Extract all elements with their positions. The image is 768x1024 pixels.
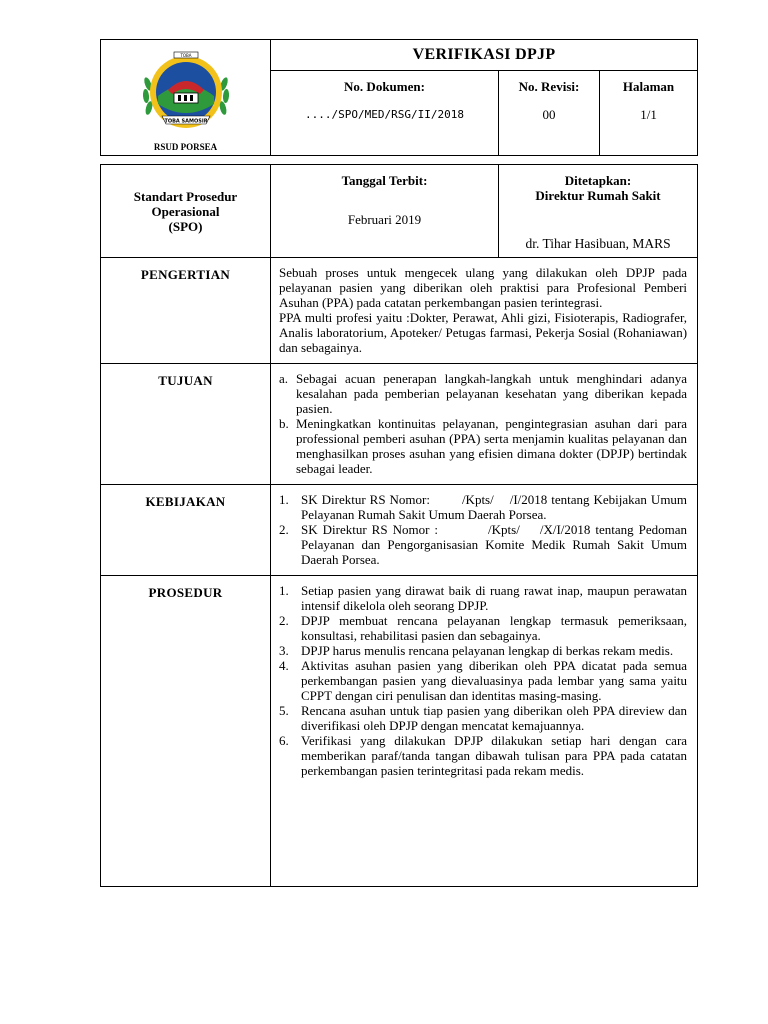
logo-bottom-label: TOBA SAMOSIR	[163, 118, 208, 125]
list-item	[279, 733, 687, 778]
spo-label-line3: (SPO)	[168, 218, 203, 234]
list-marker: 2.	[279, 522, 289, 537]
list-item	[279, 613, 687, 643]
spo-table	[100, 39, 698, 887]
spo-document	[100, 39, 697, 887]
list-item-text: Aktivitas asuhan pasien yang diberikan oleh PPA dicatat pada semua perkembangan pasien yang dievaluasinya pada lembar yang sama yaitu CPPT dengan ciri penulisan dan identitas masing-masing.	[301, 658, 688, 703]
list-item-text: Meningkatkan kontinuitas pelayanan, pengintegrasian asuhan dari para professional pemberi asuhan (PPA) serta menjamin kualitas pelayanan dan menghasilkan proses asuhan yang efisien dimana dokter (DPJP) bertindak sebagai leader.	[296, 416, 688, 476]
kebijakan-list	[279, 492, 691, 567]
list-marker: 2.	[279, 613, 289, 628]
toba-samosir-emblem-icon	[138, 44, 234, 134]
list-marker: a.	[279, 371, 289, 386]
list-item-text: DPJP harus menulis rencana pelayanan lengkap di berkas rekam medis.	[301, 643, 674, 658]
list-marker: 5.	[279, 703, 289, 718]
list-marker: 1.	[279, 492, 289, 507]
prosedur-list	[279, 583, 687, 778]
list-item	[279, 643, 687, 658]
section-label-prosedur: PROSEDUR	[101, 576, 271, 887]
list-item	[279, 703, 687, 733]
list-marker: 1.	[279, 583, 289, 598]
list-item-text: Rencana asuhan untuk tiap pasien yang diberikan oleh PPA direview dan diverifikasi oleh DPJP dengan mencatat kemajuannya.	[301, 703, 688, 733]
list-item-text: DPJP membuat rencana pelayanan lengkap termasuk pemeriksaan, konsultasi, rehabilitasi pasien dan sebagainya.	[301, 613, 688, 643]
list-marker: b.	[279, 416, 289, 431]
list-marker: 3.	[279, 643, 289, 658]
revision-value: 00	[542, 107, 556, 122]
section-body-pengertian	[271, 258, 698, 364]
list-item-text: Setiap pasien yang dirawat baik di ruang rawat inap, maupun perawatan intensif dikelola oleh seorang DPJP.	[301, 583, 688, 613]
spo-label-line1: Standart Prosedur	[133, 188, 238, 204]
doc-number-label: No. Dokumen:	[344, 79, 425, 94]
list-marker: 6.	[279, 733, 289, 748]
list-item	[279, 416, 687, 476]
section-body-kebijakan	[271, 485, 698, 576]
issue-date-value: Februari 2019	[347, 212, 422, 227]
list-item	[279, 583, 687, 613]
section-body-prosedur	[271, 576, 698, 887]
section-label-tujuan: TUJUAN	[101, 364, 271, 485]
tujuan-list	[279, 371, 687, 476]
issue-date-cell	[271, 165, 499, 258]
doc-number-value: ..../SPO/MED/RSG/II/2018	[305, 108, 464, 121]
section-label-pengertian: PENGERTIAN	[101, 258, 271, 364]
logo-cell	[101, 40, 271, 156]
list-item	[279, 492, 691, 522]
section-body-tujuan	[271, 364, 698, 485]
list-marker: 4.	[279, 658, 289, 673]
page-value: 1/1	[640, 107, 657, 122]
list-item	[279, 522, 691, 567]
hospital-name: RSUD PORSEA	[153, 142, 218, 152]
list-item	[279, 658, 687, 703]
pengertian-paragraph-1: Sebuah proses untuk mengecek ulang yang dilakukan oleh DPJP pada pelayanan pasien yang diberikan oleh praktisi para Profesional Pemberi Asuhan (PPA) pada catatan perkembangan pasien terintegrasi.	[279, 265, 688, 310]
hospital-logo	[101, 40, 270, 142]
signatory-name: dr. Tihar Hasibuan, MARS	[525, 236, 671, 251]
list-item-text: SK Direktur RS Nomor: /Kpts/ /I/2018 tentang Kebijakan Umum Pelayanan Rumah Sakit Umum Daerah Porsea.	[301, 492, 691, 522]
logo-top-label: TOBA	[179, 53, 192, 58]
established-cell	[499, 165, 698, 258]
spo-label-line2: Operasional	[151, 203, 220, 219]
list-item-text: Sebagai acuan penerapan langkah-langkah untuk menghindari adanya kesalahan pada pemberian pelayanan kesehatan yang diberikan kepada pasien.	[296, 371, 688, 416]
established-label: Ditetapkan:	[564, 173, 632, 188]
established-role: Direktur Rumah Sakit	[535, 188, 661, 203]
list-item-text: SK Direktur RS Nomor : /Kpts/ /X/I/2018 tentang Pedoman Pelayanan dan Pengorganisasian Komite Medik Rumah Sakit Umum Daerah Porsea.	[301, 522, 691, 567]
spo-label-cell	[101, 165, 271, 258]
page-label: Halaman	[622, 79, 675, 94]
list-item	[279, 371, 687, 416]
issue-date-label: Tanggal Terbit:	[341, 173, 428, 188]
document-title: VERIFIKASI DPJP	[271, 40, 698, 71]
list-item-text: Verifikasi yang dilakukan DPJP dilakukan setiap hari dengan cara memberikan paraf/tanda tangan dibawah tulisan para PPA pada catatan perkembangan pasien terintegritasi pada rekam medis.	[301, 733, 688, 778]
section-label-kebijakan: KEBIJAKAN	[101, 485, 271, 576]
pengertian-paragraph-2: PPA multi profesi yaitu :Dokter, Perawat, Ahli gizi, Fisioterapis, Radiografer, Analis laboratorium, Apoteker/ Petugas farmasi, Pekerja Sosial (Rohaniawan) dan sebagainya.	[279, 310, 688, 355]
revision-label: No. Revisi:	[518, 79, 580, 94]
